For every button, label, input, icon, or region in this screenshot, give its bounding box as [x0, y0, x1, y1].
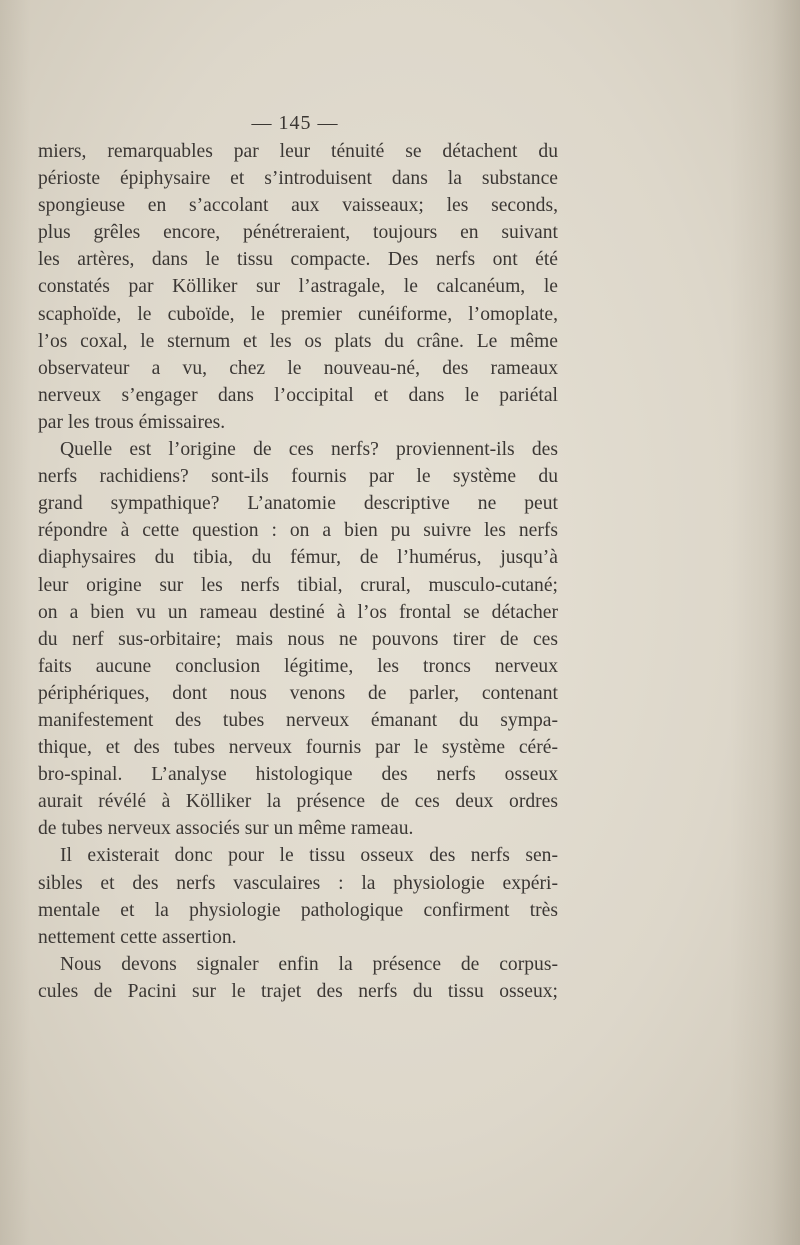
text-line: cules de Pacini sur le trajet des nerfs du tissu osseux; — [38, 980, 558, 1002]
text-line: du nerf sus-orbitaire; mais nous ne pouvons tirer de ces — [38, 628, 558, 650]
text-line: miers, remarquables par leur ténuité se détachent du — [38, 141, 558, 162]
page-shadow-left — [0, 0, 30, 1245]
text-line: faits aucune conclusion légitime, les troncs nerveux — [38, 655, 558, 677]
text-line: spongieuse en s’accolant aux vaisseaux; les seconds, — [38, 195, 558, 217]
text-line: Quelle est l’origine de ces nerfs? proviennent-ils des — [60, 439, 558, 461]
text-line: Nous devons signaler enfin la présence de corpus- — [60, 953, 558, 975]
text-line: scaphoïde, le cuboïde, le premier cunéiforme, l’omoplate, — [38, 303, 558, 325]
body-text — [38, 138, 558, 1005]
text-line: périphériques, dont nous venons de parler, contenant — [38, 682, 558, 704]
text-line: sibles et des nerfs vasculaires : la physiologie expéri- — [38, 872, 558, 894]
text-line: grand sympathique? L’anatomie descriptive ne peut — [38, 493, 558, 515]
page-number: — 145 — — [251, 112, 339, 134]
text-line: constatés par Kölliker sur l’astragale, le calcanéum, le — [38, 276, 558, 298]
text-line: les artères, dans le tissu compacte. Des nerfs ont été — [38, 249, 558, 271]
text-line: observateur a vu, chez le nouveau-né, des rameaux — [38, 357, 558, 379]
text-line: nerfs rachidiens? sont-ils fournis par le système du — [38, 466, 558, 488]
text-line: nerveux s’engager dans l’occipital et dans le pariétal — [38, 384, 558, 406]
text-line: de tubes nerveux associés sur un même rameau. — [38, 818, 414, 840]
text-line: bro-spinal. L’analyse histologique des nerfs osseux — [38, 764, 558, 786]
text-line: répondre à cette question : on a bien pu suivre les nerfs — [38, 520, 558, 542]
text-line: manifestement des tubes nerveux émanant du sympa- — [38, 709, 558, 731]
text-line: plus grêles encore, pénétreraient, toujours en suivant — [38, 222, 558, 244]
text-line: périoste épiphysaire et s’introduisent dans la substance — [38, 168, 558, 190]
text-line: diaphysaires du tibia, du fémur, de l’humérus, jusqu’à — [38, 547, 558, 569]
page-shadow-right — [730, 0, 800, 1245]
text-line: mentale et la physiologie pathologique confirment très — [38, 899, 558, 921]
text-line: on a bien vu un rameau destiné à l’os frontal se détacher — [38, 601, 558, 623]
text-line: par les trous émissaires. — [38, 411, 226, 433]
text-line: nettement cette assertion. — [38, 926, 237, 948]
text-line: Il existerait donc pour le tissu osseux des nerfs sen- — [60, 845, 558, 867]
text-line: aurait révélé à Kölliker la présence de ces deux ordres — [38, 791, 558, 813]
text-line: thique, et des tubes nerveux fournis par le système céré- — [38, 737, 558, 759]
text-line: l’os coxal, le sternum et les os plats du crâne. Le même — [38, 330, 558, 352]
text-line: leur origine sur les nerfs tibial, crural, musculo-cutané; — [38, 574, 558, 596]
